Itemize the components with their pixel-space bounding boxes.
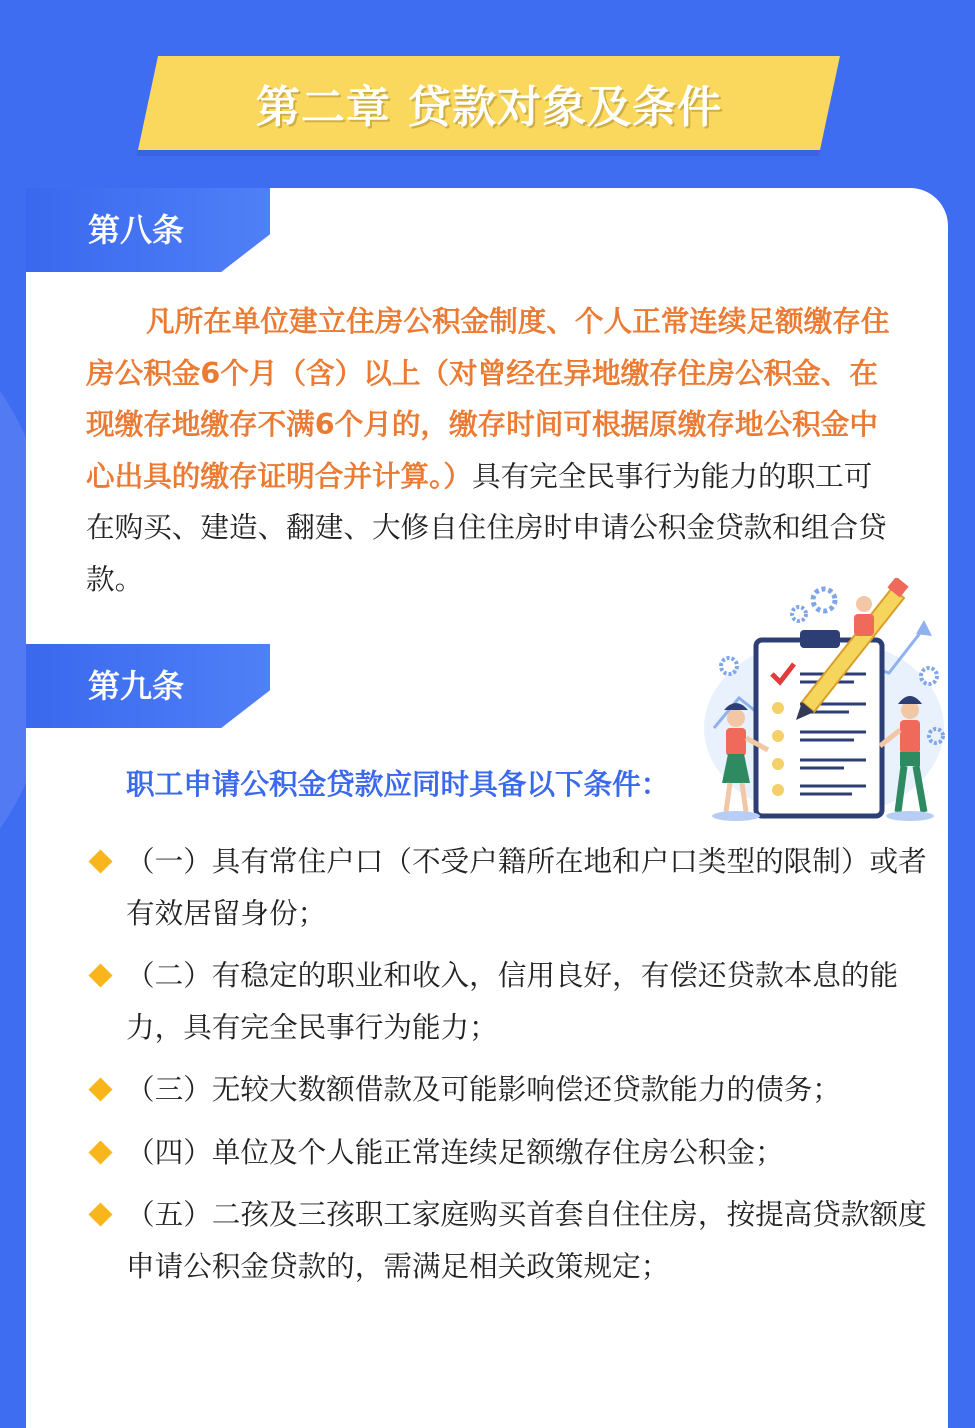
diamond-icon	[88, 1202, 112, 1226]
article-8-label: 第八条	[88, 211, 185, 249]
condition-item	[86, 1189, 936, 1292]
conditions-list	[86, 836, 936, 1303]
condition-text: （二）有稳定的职业和收入，信用良好，有偿还贷款本息的能力，具有完全民事行为能力；	[126, 958, 899, 1044]
condition-item	[86, 1064, 936, 1116]
chapter-title: 第二章 贷款对象及条件	[255, 82, 723, 133]
diamond-icon	[88, 963, 112, 987]
diamond-icon	[88, 1140, 112, 1164]
person-top	[854, 596, 874, 636]
condition-text: （四）单位及个人能正常连续足额缴存住房公积金；	[126, 1134, 784, 1169]
condition-text: （五）二孩及三孩职工家庭购买首套自住住房，按提高贷款额度申请公积金贷款的，需满足相关政策规定；	[126, 1197, 927, 1283]
diamond-icon	[88, 1077, 112, 1101]
article-9-subheading: 职工申请公积金贷款应同时具备以下条件：	[126, 767, 670, 801]
article-8-text: 具有完全民事行为能力的职工可在购买、建造、翻建、大修自住住房时申请公积金贷款和组合贷款。	[86, 458, 887, 596]
article-9-label: 第九条	[88, 667, 185, 705]
article-8-highlight: 凡所在单位建立住房公积金制度、个人正常连续足额缴存住房公积金6个月（含）以上（对曾经在异地缴存住房公积金、在现缴存地缴存不满6个月的，缴存时间可根据原缴存地公积金中心出具的缴存证明合并计算。）	[86, 304, 890, 493]
checklist-illustration	[684, 578, 950, 828]
condition-item	[86, 1127, 936, 1179]
content-card	[26, 188, 948, 1428]
condition-text: （三）无较大数额借款及可能影响偿还贷款能力的债务；	[126, 1072, 841, 1106]
article-8-paragraph	[86, 296, 896, 605]
checklist-icon	[756, 630, 882, 816]
condition-text: （一）具有常住户口（不受户籍所在地和户口类型的限制）或者有效居留身份；	[126, 844, 927, 930]
condition-item	[86, 836, 936, 939]
diamond-icon	[88, 849, 112, 873]
condition-item	[86, 950, 936, 1053]
